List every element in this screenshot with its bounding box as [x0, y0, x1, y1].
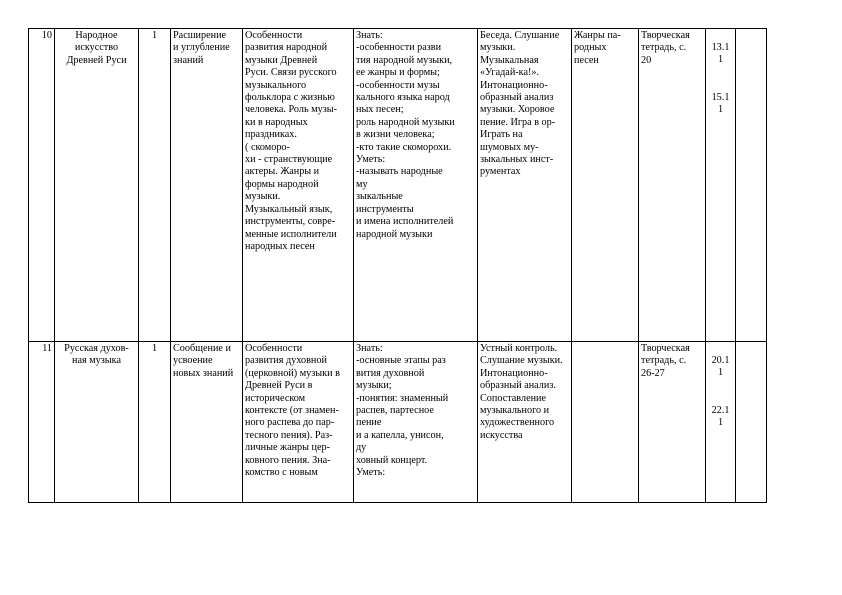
lesson-plan-table — [28, 28, 767, 503]
date-line: 22.1 — [711, 404, 730, 416]
cell-text-line: (церковной) музыки в — [245, 367, 340, 379]
cell-text-line: фольклора с жизнью — [245, 92, 335, 104]
cell-text-line: ( скоморо- — [245, 141, 290, 153]
cell-text-line: менные исполнители — [245, 228, 337, 240]
cell-text-line: музыки; — [356, 380, 392, 392]
cell-text: 11 — [42, 343, 52, 354]
cell-text-line: -основные этапы раз — [356, 355, 446, 367]
cell-text-line: родных — [574, 42, 607, 54]
cell-text-line: художественного — [480, 417, 555, 429]
cell-text-line: Жанры па- — [574, 30, 621, 41]
cell-text-line: хи - странствующие — [245, 154, 333, 166]
homework-cell — [639, 342, 706, 503]
cell-text-line: человека. Роль музы- — [245, 104, 337, 116]
cell-text-line: роль народной музыки — [356, 116, 455, 128]
lesson-topic-cell — [55, 342, 139, 503]
activities-cell — [478, 342, 572, 503]
lesson-number-cell — [29, 342, 55, 503]
student-requirements-cell — [354, 29, 478, 342]
cell-text-line: ховный концерт. — [356, 454, 428, 466]
cell-text-line: Уметь: — [356, 467, 386, 479]
cell-text-line: музыкального — [245, 79, 307, 91]
cell-text-line: Творческая — [641, 343, 690, 354]
cell-text-line: развития духовной — [245, 355, 327, 367]
cell-text-line: ного распева до пар- — [245, 417, 335, 429]
cell-text-line: пение — [356, 417, 382, 429]
dates-cell — [706, 342, 736, 503]
cell-text-line: комство с новым — [245, 467, 318, 479]
cell-text-line: развития народной — [245, 42, 328, 54]
extra-topic-cell — [572, 342, 639, 503]
cell-text-line: ных песен; — [356, 104, 404, 116]
cell-text-line: и а капелла, унисон, — [356, 429, 444, 441]
cell-text-line: тетрадь, с. — [641, 42, 687, 54]
lesson-type-cell — [171, 342, 243, 503]
cell-text-line: музыки Древней — [245, 54, 318, 66]
cell-text-line: рументах — [480, 166, 521, 178]
cell-text: 1 — [151, 30, 158, 41]
cell-text-line: инструменты, совре- — [245, 216, 336, 228]
cell-text-line: песен — [574, 54, 599, 66]
cell-text-line: Играть на — [480, 129, 523, 141]
cell-text-line: в жизни человека; — [356, 129, 435, 141]
homework-cell — [639, 29, 706, 342]
cell-text-line: Беседа. Слушание — [480, 30, 560, 41]
hours-cell — [139, 29, 171, 342]
lesson-content-cell — [243, 29, 354, 342]
cell-text-line: Музыкальный язык, — [245, 203, 333, 215]
empty-cell — [736, 29, 767, 342]
cell-text-line: -понятия: знаменный — [356, 392, 449, 404]
cell-text-line: му — [356, 178, 368, 190]
cell-text-line: искусства — [480, 429, 523, 441]
cell-text-line: и углубление — [173, 42, 230, 54]
extra-topic-cell — [572, 29, 639, 342]
cell-text-line: инструменты — [356, 203, 414, 215]
cell-text-line: историческом — [245, 392, 306, 404]
cell-text-line: народной музыки — [356, 228, 433, 240]
cell-text-line: и имена исполнителей — [356, 216, 454, 228]
cell-text-line: Творческая — [641, 30, 690, 41]
cell-text-line: музыки. Хоровое — [480, 104, 555, 116]
cell-text-line: Сопоставление — [480, 392, 547, 404]
cell-text-line: новых знаний — [173, 367, 234, 379]
lesson-content-cell — [243, 342, 354, 503]
cell-text-line: Народное — [75, 30, 118, 41]
cell-text-line: музыкального и — [480, 405, 550, 417]
cell-text-line: ки в народных — [245, 116, 308, 128]
date-line: 20.1 — [711, 355, 730, 366]
cell-text-line: образный анализ — [480, 92, 554, 104]
table-row — [29, 29, 767, 342]
cell-text-line: Музыкальная — [480, 54, 539, 66]
cell-text-line: -называть народные — [356, 166, 443, 178]
cell-text-line: шумовых му- — [480, 141, 539, 153]
activities-cell — [478, 29, 572, 342]
cell-text-line: «Угадай-ка!». — [480, 67, 540, 79]
cell-text-line: праздниках. — [245, 129, 297, 141]
lesson-topic-cell — [55, 29, 139, 342]
cell-text-line: 26-27 — [641, 367, 665, 379]
cell-text-line: формы народной — [245, 178, 319, 190]
cell-text-line: ее жанры и формы; — [356, 67, 440, 79]
cell-text-line: ковного пения. Зна- — [245, 454, 331, 466]
cell-text-line: Древней Руси — [66, 54, 127, 66]
dates-cell — [706, 29, 736, 342]
cell-text-line: музыки. — [245, 191, 281, 203]
cell-text-line: Устный контроль. — [480, 343, 558, 354]
cell-text-line: -особенности разви — [356, 42, 442, 54]
date-line: 1 — [717, 54, 724, 66]
cell-text-line: ду — [356, 442, 367, 454]
cell-text-line: -кто такие скоморохи. — [356, 141, 452, 153]
cell-text-line: Особенности — [245, 343, 303, 354]
cell-text-line: тетрадь, с. — [641, 355, 687, 367]
cell-text: 10 — [41, 30, 52, 41]
cell-text-line: Особенности — [245, 30, 303, 41]
cell-text: 1 — [151, 343, 158, 354]
cell-text-line: Русская духов- — [64, 343, 129, 354]
lesson-type-cell — [171, 29, 243, 342]
cell-text-line: Расширение — [173, 30, 227, 41]
cell-text-line: Руси. Связи русского — [245, 67, 337, 79]
cell-text-line: актеры. Жанры и — [245, 166, 320, 178]
date-line: 1 — [717, 417, 724, 429]
cell-text-line: личные жанры цер- — [245, 442, 330, 454]
cell-text-line: Слушание музыки. — [480, 355, 563, 367]
cell-text-line: Сообщение и — [173, 343, 231, 354]
cell-text-line: знаний — [173, 54, 204, 66]
cell-text-line: распев, партесное — [356, 405, 434, 417]
date-line: 1 — [717, 367, 724, 379]
cell-text-line: образный анализ. — [480, 380, 556, 392]
cell-text-line: зыкальных инст- — [480, 154, 554, 166]
cell-text-line: -особенности музы — [356, 79, 440, 91]
cell-text-line: контексте (от знамен- — [245, 405, 339, 417]
cell-text-line: музыки. — [480, 42, 516, 54]
lesson-number-cell — [29, 29, 55, 342]
date-line: 13.1 — [711, 42, 730, 53]
cell-text-line: Знать: — [356, 30, 383, 41]
empty-cell — [736, 342, 767, 503]
table-body — [29, 29, 767, 503]
cell-text-line: кального языка народ — [356, 92, 450, 104]
cell-text-line: вития духовной — [356, 367, 425, 379]
cell-text-line: усвоение — [173, 355, 213, 367]
cell-text-line: тесного пения). Раз- — [245, 429, 333, 441]
cell-text-line: ная музыка — [72, 355, 121, 367]
cell-text-line: Уметь: — [356, 154, 386, 166]
student-requirements-cell — [354, 342, 478, 503]
cell-text-line: Знать: — [356, 343, 383, 354]
cell-text-line: Интонационно- — [480, 79, 548, 91]
cell-text-line: искусство — [74, 42, 119, 54]
cell-text-line: Древней Руси в — [245, 380, 313, 392]
table-row — [29, 342, 767, 503]
cell-text-line: тия народной музыки, — [356, 54, 453, 66]
cell-text-line: Интонационно- — [480, 367, 548, 379]
cell-text-line: зыкальные — [356, 191, 403, 203]
date-line: 15.1 — [711, 91, 730, 103]
hours-cell — [139, 342, 171, 503]
cell-text-line: 20 — [641, 54, 652, 66]
cell-text-line: народных песен — [245, 240, 315, 252]
cell-text-line: пение. Игра в ор- — [480, 116, 556, 128]
date-line: 1 — [717, 104, 724, 116]
